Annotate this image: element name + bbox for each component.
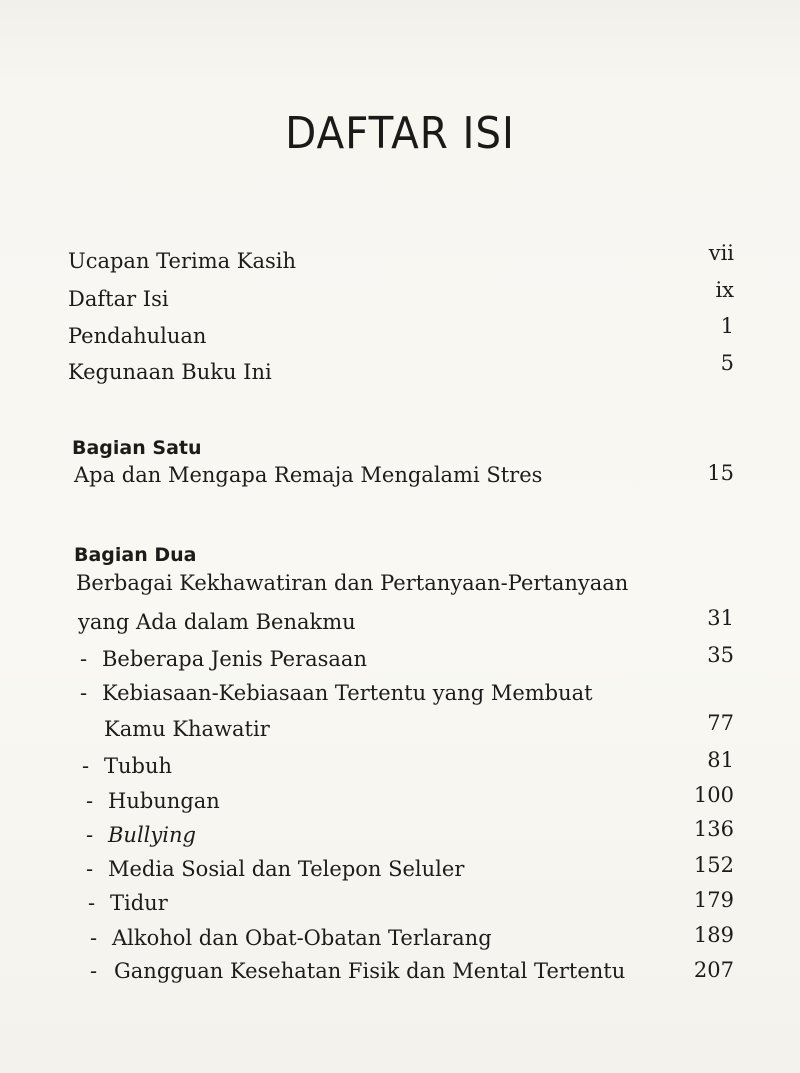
toc-subentry-page: 77 <box>707 711 734 735</box>
bullet-dash: - <box>86 823 94 847</box>
toc-entry[interactable] <box>0 278 800 312</box>
toc-subentry[interactable] <box>0 711 800 742</box>
toc-entry-label: Ucapan Terima Kasih <box>68 249 297 273</box>
toc-subentry-label: Tidur <box>110 891 168 915</box>
toc-entry-page: ix <box>715 278 734 302</box>
section-heading <box>0 435 800 461</box>
toc-entry-label: Berbagai Kekhawatiran dan Pertanyaan-Pertanyaan <box>76 571 629 595</box>
toc-subentry[interactable] <box>0 783 800 814</box>
toc-entry-page: 31 <box>707 606 734 630</box>
toc-subentry-label: Alkohol dan Obat-Obatan Terlarang <box>112 926 492 950</box>
toc-entry-label: Apa dan Mengapa Remaja Mengalami Stres <box>74 463 543 487</box>
toc-subentry[interactable] <box>0 748 800 779</box>
toc-entry[interactable] <box>0 351 800 385</box>
bullet-dash: - <box>82 754 90 778</box>
section-heading-label: Bagian Satu <box>72 437 202 459</box>
toc-subentry-label: Bullying <box>108 823 196 847</box>
toc-entry[interactable] <box>0 606 800 635</box>
section-heading-label: Bagian Dua <box>74 544 197 566</box>
toc-subentry-label: Kebiasaan-Kebiasaan Tertentu yang Membuat <box>102 681 593 705</box>
toc-entry-label: Pendahuluan <box>68 324 207 348</box>
toc-subentry[interactable] <box>0 890 800 916</box>
toc-subentry-page: 100 <box>693 783 734 807</box>
toc-entry[interactable] <box>0 462 800 488</box>
toc-subentry[interactable] <box>0 853 800 882</box>
toc-subentry-page: 35 <box>707 643 734 667</box>
bullet-dash: - <box>90 926 98 950</box>
toc-entry-page: 5 <box>720 351 734 375</box>
page-title: DAFTAR ISI <box>285 108 515 159</box>
bullet-dash: - <box>88 891 96 915</box>
toc-subentry-page: 136 <box>693 817 734 841</box>
toc-entry-line[interactable] <box>0 570 800 596</box>
toc-entry-label: yang Ada dalam Benakmu <box>78 610 356 634</box>
toc-subentry-line[interactable] <box>0 680 800 706</box>
toc-subentry[interactable] <box>0 817 800 848</box>
toc-entry-page: 15 <box>707 461 734 485</box>
toc-subentry-page: 207 <box>693 958 734 982</box>
bullet-dash: - <box>86 857 94 881</box>
bullet-dash: - <box>86 789 94 813</box>
toc-subentry-label: Kamu Khawatir <box>104 717 270 741</box>
section-heading <box>0 542 800 568</box>
bullet-dash: - <box>80 647 88 671</box>
toc-subentry[interactable] <box>0 925 800 951</box>
toc-subentry-label: Hubungan <box>108 789 220 813</box>
toc-subentry-label: Tubuh <box>104 754 173 778</box>
toc-entry-label: Daftar Isi <box>68 287 169 311</box>
bullet-dash: - <box>90 959 98 983</box>
toc-entry[interactable] <box>0 314 800 349</box>
toc-subentry[interactable] <box>0 643 800 672</box>
toc-entry-label: Kegunaan Buku Ini <box>68 360 272 384</box>
toc-subentry[interactable] <box>0 958 800 984</box>
toc-subentry-page: 152 <box>693 853 734 877</box>
toc-subentry-page: 189 <box>693 923 734 947</box>
toc-subentry-label: Media Sosial dan Telepon Seluler <box>108 857 465 881</box>
toc-subentry-label: Beberapa Jenis Perasaan <box>102 647 367 671</box>
toc-entry[interactable] <box>0 241 800 274</box>
toc-subentry-label: Gangguan Kesehatan Fisik dan Mental Tertentu <box>114 959 626 983</box>
toc-subentry-page: 81 <box>707 748 734 772</box>
toc-subentry-page: 179 <box>693 888 734 912</box>
toc-entry-page: vii <box>708 241 734 265</box>
toc-entry-page: 1 <box>720 314 734 338</box>
bullet-dash: - <box>80 681 88 705</box>
